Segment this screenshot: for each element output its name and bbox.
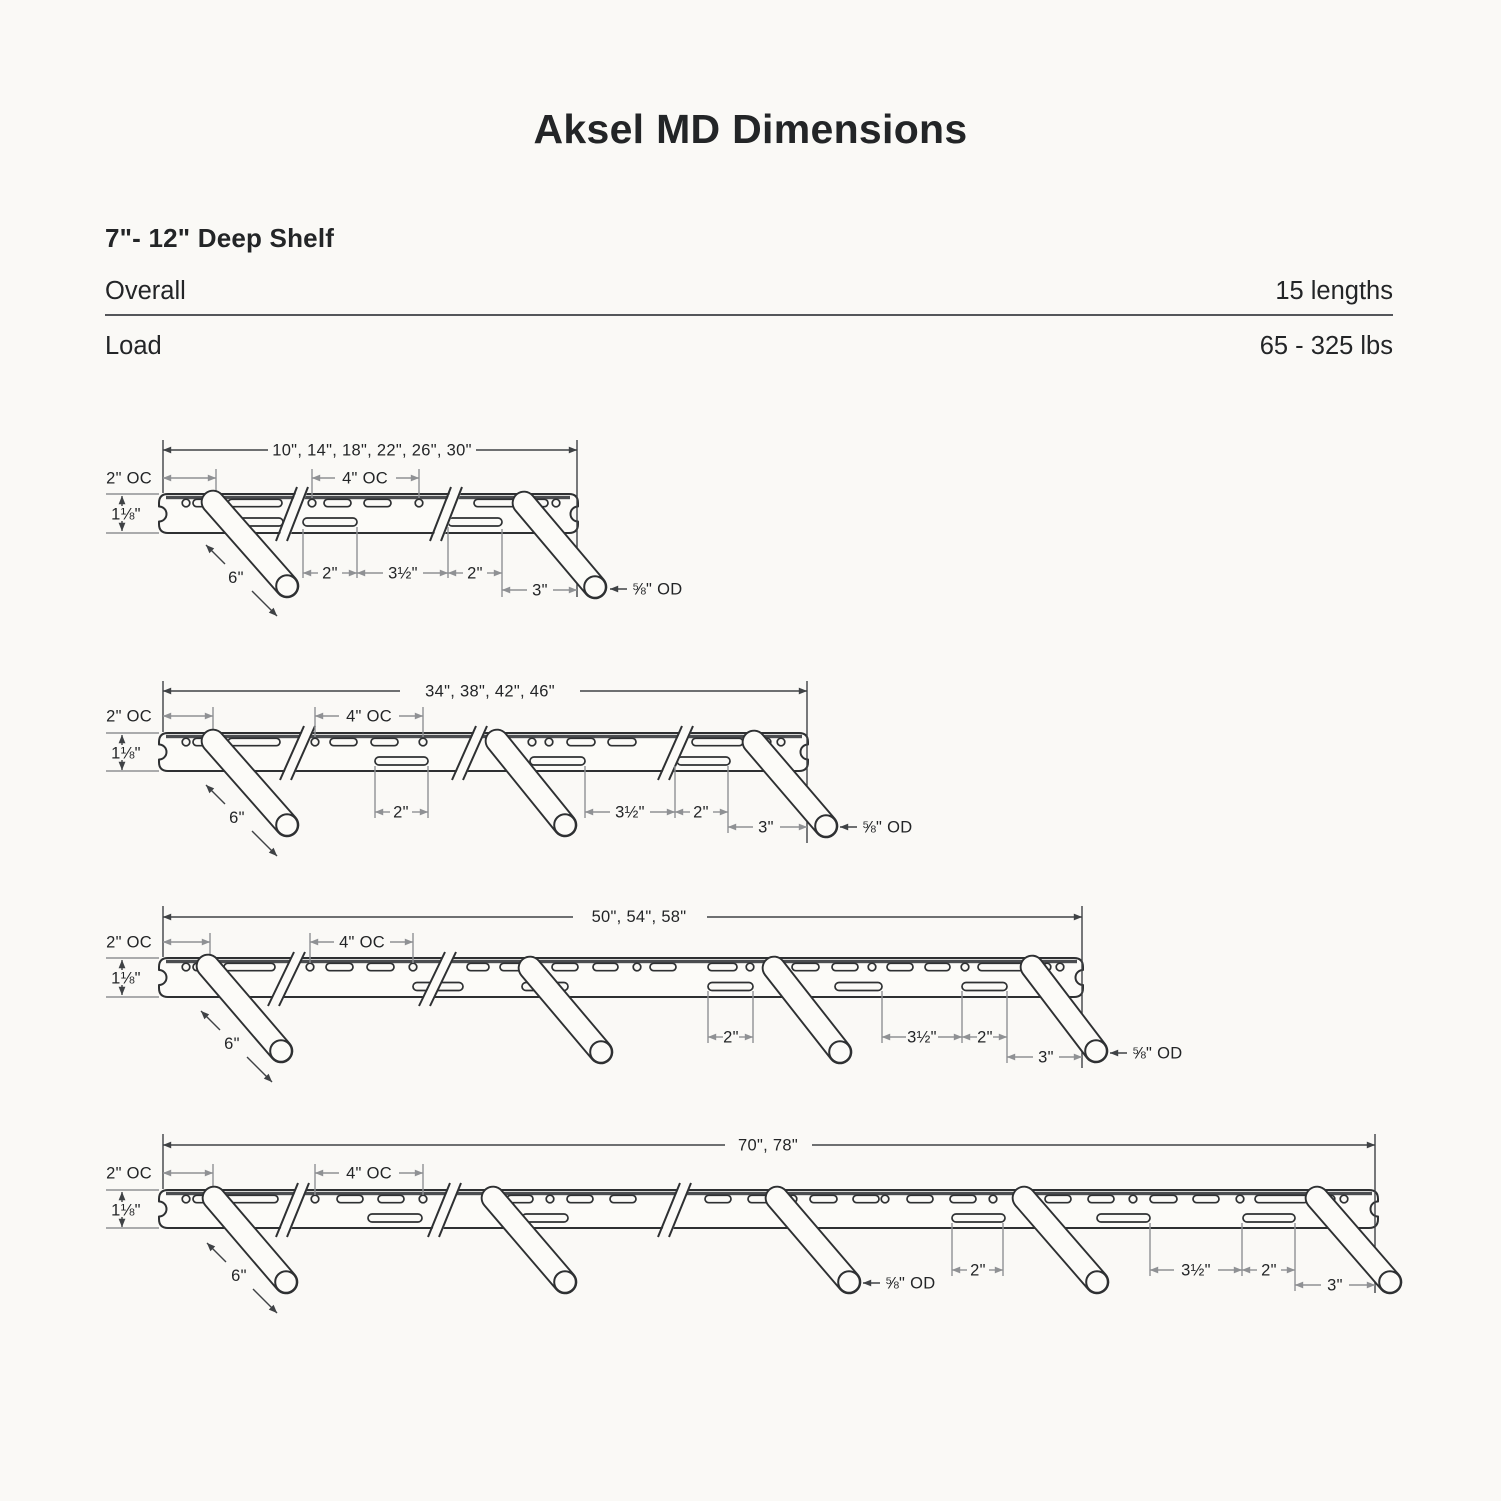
diagram-shelf-50-58 [100, 902, 1215, 1102]
oc2-label: 2" OC [106, 1164, 152, 1183]
overall-lengths-label: 10", 14", 18", 22", 26", 30" [272, 441, 472, 460]
oc2-label: 2" OC [106, 933, 152, 952]
spec-value: 65 - 325 lbs [1259, 332, 1393, 360]
end-offset-label: 3" [758, 818, 774, 837]
od-label: ⅝" OD [1132, 1044, 1183, 1063]
slot-gap-label: 3½" [907, 1028, 937, 1047]
thickness-label: 1⅛" [111, 969, 141, 988]
oc4-label: 4" OC [346, 707, 392, 726]
section-heading: 7"- 12" Deep Shelf [105, 223, 335, 253]
slot-gap-label: 3½" [615, 803, 645, 822]
od-label: ⅝" OD [885, 1274, 936, 1293]
thickness-label: 1⅛" [111, 505, 141, 524]
slot-width-label: 2" [970, 1261, 986, 1280]
spec-value: 15 lengths [1275, 277, 1393, 305]
od-label: ⅝" OD [862, 818, 913, 837]
slot-width-label: 2" [393, 803, 409, 822]
slot-width-label: 2" [322, 564, 338, 583]
slot-gap-label: 3½" [1181, 1261, 1211, 1280]
spec-label: Overall [105, 277, 186, 305]
peg-length-label: 6" [229, 809, 245, 827]
rail [159, 733, 808, 771]
oc2-label: 2" OC [106, 469, 152, 488]
slot-gap-label: 3½" [388, 564, 418, 583]
oc2-label: 2" OC [106, 707, 152, 726]
overall-lengths-label: 70", 78" [738, 1136, 798, 1155]
slot-width-label: 2" [977, 1028, 993, 1047]
overall-lengths-label: 34", 38", 42", 46" [425, 682, 555, 701]
end-offset-label: 3" [1038, 1048, 1054, 1067]
spec-row-load [105, 332, 1393, 361]
end-offset-label: 3" [1327, 1276, 1343, 1295]
slot-width-label: 2" [693, 803, 709, 822]
spec-label: Load [105, 332, 162, 360]
peg-length-label: 6" [228, 569, 244, 587]
oc4-label: 4" OC [346, 1164, 392, 1183]
peg-length-label: 6" [224, 1035, 240, 1053]
diagram-shelf-70-78 [100, 1132, 1430, 1327]
page-title: Aksel MD Dimensions [533, 106, 968, 152]
oc4-label: 4" OC [342, 469, 388, 488]
overall-lengths-label: 50", 54", 58" [591, 908, 687, 926]
end-offset-label: 3" [532, 581, 548, 600]
peg-length-label: 6" [231, 1267, 247, 1285]
table-divider [105, 314, 1393, 316]
oc4-label: 4" OC [339, 933, 385, 952]
slot-width-label: 2" [1261, 1261, 1277, 1280]
slot-width-label: 2" [467, 564, 483, 583]
slot-width-label: 2" [723, 1028, 739, 1047]
spec-row-overall [105, 277, 1393, 306]
diagram-shelf-34-46 [100, 672, 960, 887]
od-label: ⅝" OD [632, 580, 683, 599]
diagram-shelf-10-30 [100, 432, 765, 644]
thickness-label: 1⅛" [111, 744, 141, 763]
thickness-label: 1⅛" [111, 1201, 141, 1220]
